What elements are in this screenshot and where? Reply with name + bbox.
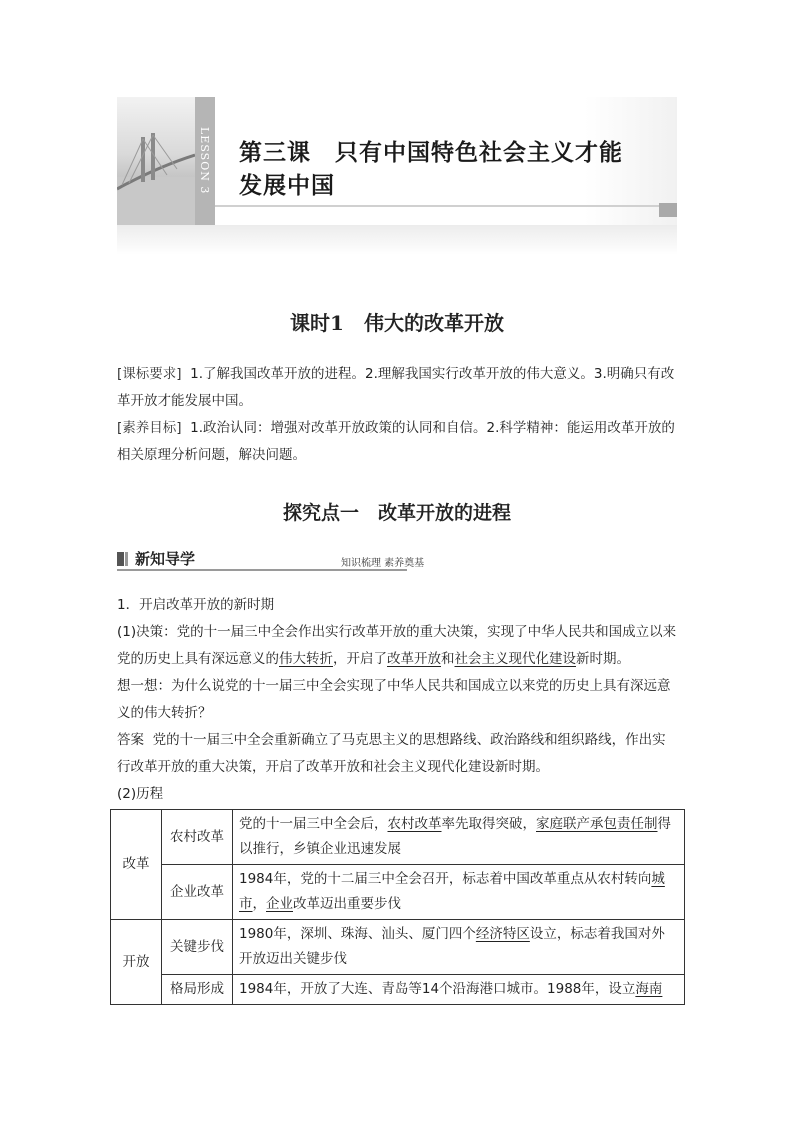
think-question: 想一想：为什么说党的十一届三中全会实现了中华人民共和国成立以来党的历史上具有深远意义的伟大转折？ xyxy=(117,678,671,721)
answer-label: 答案 xyxy=(117,732,144,748)
table-row: 格局形成 1984年，开放了大连、青岛等14个沿海港口城市。1988年，设立海南 xyxy=(111,975,685,1005)
process-heading: (2)历程 xyxy=(117,786,164,802)
period-title: 课时1 伟大的改革开放 xyxy=(290,311,504,335)
table-row: 改革 农村改革 党的十一届三中全会后，农村改革率先取得突破，家庭联产承包责任制得以推行，乡镇企业迅速发展 xyxy=(111,810,685,865)
bridge-photo xyxy=(117,97,195,225)
subsection-heading: 1．开启改革开放的新时期 xyxy=(117,597,275,613)
new-knowledge-header: 新知导学 知识梳理 素养奠基 xyxy=(117,548,407,570)
decision-paragraph: (1)决策：党的十一届三中全会作出实行改革开放的重大决策，实现了中华人民共和国成立以来党的历史上具有深远意义的伟大转折，开启了改革开放和社会主义现代化建设新时期。 xyxy=(117,624,677,667)
lesson-tab xyxy=(195,97,215,225)
lesson-heading: 第三课 只有中国特色社会主义才能 发展中国 xyxy=(239,140,623,199)
table-row: 企业改革 1984年，党的十二届三中全会召开，标志着中国改革重点从农村转向城市，企业改革迈出重要步伐 xyxy=(111,865,685,920)
reform-opening-table xyxy=(110,809,685,1005)
section-title: 探究点一 改革开放的进程 xyxy=(282,502,511,524)
table-row: 开放 关键步伐 1980年，深圳、珠海、汕头、厦门四个经济特区设立，标志着我国对外开放迈出关键步伐 xyxy=(111,920,685,975)
curriculum-requirements: [课标要求] 1.了解我国改革开放的进程。2.理解我国实行改革开放的伟大意义。3.明确只有改革开放才能发展中国。 xyxy=(117,366,675,409)
lesson-banner xyxy=(117,97,677,255)
literacy-goals: [素养目标] 1.政治认同：增强对改革开放政策的认同和自信。2.科学精神：能运用改革开放的相关原理分析问题，解决问题。 xyxy=(117,420,675,463)
answer-paragraph: 答案 党的十一届三中全会重新确立了马克思主义的思想路线、政治路线和组织路线，作出实行改革开放的重大决策，开启了改革开放和社会主义现代化建设新时期。 xyxy=(117,732,666,775)
lesson-label: LESSON 3 xyxy=(198,127,211,195)
